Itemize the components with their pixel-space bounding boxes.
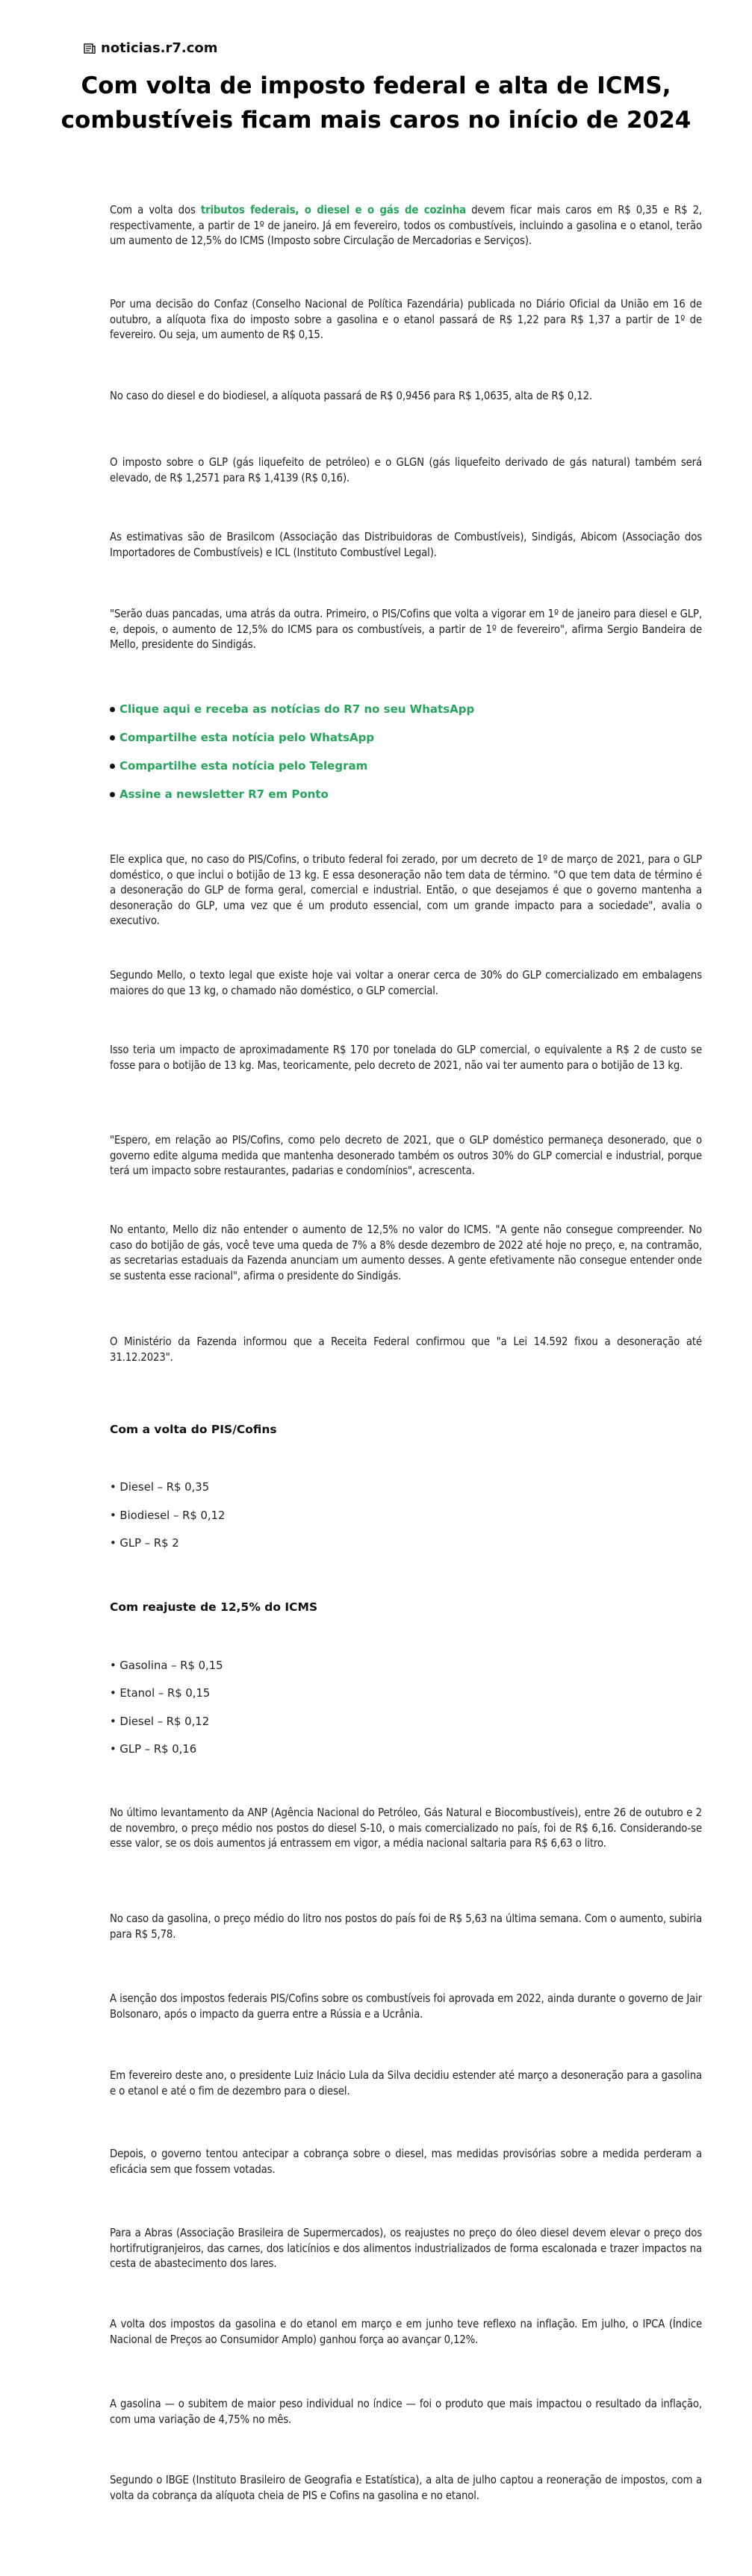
link-label: Compartilhe esta notícia pelo WhatsApp — [119, 731, 375, 744]
paragraph: No último levantamento da ANP (Agência Nacional do Petróleo, Gás Natural e Biocombustíveis), entre 26 de outubro e 2 de novembro, o preço médio nos postos do diesel S-10, o mais comercializado no país, foi de R$ 6,16. Considerando-se esse valor, se os dois aumentos já entrassem em vigor, a média nacional saltaria para R$ 6,63 o litro. — [110, 1806, 702, 1850]
list-item: • Diesel – R$ 0,12 — [110, 1715, 210, 1728]
link-label: Compartilhe esta notícia pelo Telegram — [119, 759, 368, 773]
paragraph: A volta dos impostos da gasolina e do etanol em março e em junho teve reflexo na inflação. Em julho, o IPCA (Índice Nacional de Preços ao Consumidor Amplo) ganhou força ao avançar 0,12%. — [110, 2318, 702, 2346]
intro-text-after: devem ficar mais caros em R$ 0,35 e R$ 2, respectivamente, a partir de 1º de janeiro. Já em fevereiro, todos os combustíveis, incluindo a gasolina e o etanol, terão um aumento de 12,5% do ICMS (Imposto sobre Circulação de Mercadorias e Serviços). — [110, 204, 702, 247]
site-brand[interactable] — [84, 40, 218, 56]
list-item: • Gasolina – R$ 0,15 — [110, 1659, 223, 1672]
section-heading-pis: Com a volta do PIS/Cofins — [110, 1423, 277, 1436]
paragraph: "Serão duas pancadas, uma atrás da outra. Primeiro, o PIS/Cofins que volta a vigorar em 1º de janeiro para diesel e GLP, e, depois, o aumento de 12,5% do ICMS para os combustíveis, a partir de 1º de fevereiro", afirma Sergio Bandeira de Mello, presidente do Sindigás. — [110, 608, 702, 651]
whatsapp-news-link[interactable] — [110, 702, 702, 717]
intro-link[interactable]: tributos federais, o diesel e o gás de cozinha — [200, 204, 467, 216]
paragraph: O imposto sobre o GLP (gás liquefeito de petróleo) e o GLGN (gás liquefeito derivado de gás natural) também será elevado, de R$ 1,2571 para R$ 1,4139 (R$ 0,16). — [110, 456, 702, 484]
share-whatsapp-link[interactable] — [110, 730, 702, 745]
paragraph: No caso da gasolina, o preço médio do litro nos postos do país foi de R$ 5,63 na última semana. Com o aumento, subiria para R$ 5,78. — [110, 1912, 702, 1941]
share-telegram-link[interactable] — [110, 758, 702, 773]
bullet-icon — [110, 735, 115, 740]
site-header — [0, 0, 752, 60]
newspaper-icon — [84, 43, 96, 54]
paragraph: "Espero, em relação ao PIS/Cofins, como pelo decreto de 2021, que o GLP doméstico permaneça desonerado, que o governo edite alguma medida que mantenha desonerado também os outros 30% do GLP comercial e industrial, porque terá um impacto sobre restaurantes, padarias e condomínios", acrescenta. — [110, 1134, 702, 1177]
paragraph: Ele explica que, no caso do PIS/Cofins, o tributo federal foi zerado, por um decreto de 1º de março de 2021, para o GLP doméstico, o que inclui o botijão de 13 kg. E essa desoneração não tem data de término. "O que tem data de término é a desoneração do GLP de forma geral, comercial e industrial. Então, o que desejamos é que o governo mantenha a desoneração do GLP, uma vez que é um produto essencial, com um grande impacto para a sociedade", avalia o executivo. — [110, 853, 702, 927]
bullet-icon — [110, 764, 115, 769]
article-headline: Com volta de imposto federal e alta de ICMS, combustíveis ficam mais caros no início de 2024 — [60, 72, 692, 134]
paragraph: A isenção dos impostos federais PIS/Cofins sobre os combustíveis foi aprovada em 2022, ainda durante o governo de Jair Bolsonaro, após o impacto da guerra entre a Rússia e a Ucrânia. — [110, 1992, 702, 2021]
paragraph: O Ministério da Fazenda informou que a Receita Federal confirmou que "a Lei 14.592 fixou a desoneração até 31.12.2023". — [110, 1335, 702, 1364]
paragraph: Segundo Mello, o texto legal que existe hoje vai voltar a onerar cerca de 30% do GLP comercializado em embalagens maiores do que 13 kg, o chamado não doméstico, o GLP comercial. — [110, 969, 702, 997]
site-name: noticias.r7.com — [101, 40, 218, 56]
paragraph: Em fevereiro deste ano, o presidente Luiz Inácio Lula da Silva decidiu estender até março a desoneração para a gasolina e o etanol e até o fim de dezembro para o diesel. — [110, 2069, 702, 2098]
list-item: • GLP – R$ 2 — [110, 1537, 179, 1550]
intro-paragraph — [110, 203, 702, 249]
list-item: • Etanol – R$ 0,15 — [110, 1687, 211, 1700]
paragraph: As estimativas são de Brasilcom (Associação das Distribuidoras de Combustíveis), Sindigás, Abicom (Associação dos Importadores de Combustíveis) e ICL (Instituto Combustível Legal). — [110, 531, 702, 559]
newsletter-link[interactable] — [110, 787, 702, 802]
bullet-icon — [110, 707, 115, 712]
paragraph: No caso do diesel e do biodiesel, a alíquota passará de R$ 0,9456 para R$ 1,0635, alta de R$ 0,12. — [110, 390, 593, 402]
link-label: Assine a newsletter R7 em Ponto — [119, 788, 329, 801]
paragraph: Por uma decisão do Confaz (Conselho Nacional de Política Fazendária) publicada no Diário Oficial da União em 16 de outubro, a alíquota fixa do imposto sobre a gasolina e o etanol passará de R$ 1,22 para R$ 1,37 a partir de 1º de fevereiro. Ou seja, um aumento de R$ 0,15. — [110, 298, 702, 341]
link-label: Clique aqui e receba as notícias do R7 no seu WhatsApp — [119, 702, 475, 716]
section-heading-icms: Com reajuste de 12,5% do ICMS — [110, 1600, 318, 1614]
paragraph: Depois, o governo tentou antecipar a cobrança sobre o diesel, mas medidas provisórias sobre a medida perderam a eficácia sem que fossem votadas. — [110, 2148, 702, 2176]
paragraph: Para a Abras (Associação Brasileira de Supermercados), os reajustes no preço do óleo diesel devem elevar o preço dos hortifrutigranjeiros, das carnes, dos laticínios e dos alimentos industrializados de forma escalonada e trazer impactos na cesta de abastecimento dos lares. — [110, 2227, 702, 2270]
bullet-icon — [110, 792, 115, 797]
list-item: • Diesel – R$ 0,35 — [110, 1481, 210, 1494]
paragraph: A gasolina — o subitem de maior peso individual no índice — foi o produto que mais impactou o resultado da inflação, com uma variação de 4,75% no mês. — [110, 2398, 702, 2426]
list-item: • GLP – R$ 0,16 — [110, 1743, 197, 1756]
paragraph: Isso teria um impacto de aproximadamente R$ 170 por tonelada do GLP comercial, o equivalente a R$ 2 de custo se fosse para o botijão de 13 kg. Mas, teoricamente, pelo decreto de 2021, não vai ter aumento para o botijão de 13 kg. — [110, 1044, 702, 1072]
intro-text-before: Com a volta dos — [110, 204, 201, 216]
paragraph: Segundo o IBGE (Instituto Brasileiro de Geografia e Estatística), a alta de julho captou a reoneração de impostos, com a volta da cobrança da alíquota cheia de PIS e Cofins na gasolina e no etanol. — [110, 2474, 702, 2502]
list-item: • Biodiesel – R$ 0,12 — [110, 1509, 226, 1522]
paragraph: No entanto, Mello diz não entender o aumento de 12,5% no valor do ICMS. "A gente não consegue compreender. No caso do botijão de gás, você teve uma queda de 7% a 8% desde dezembro de 2022 até hoje no preço, e, na contramão, as secretarias estaduais da Fazenda anunciam um aumento desses. A gente efetivamente não consegue entender onde se sustenta esse racional", afirma o presidente do Sindigás. — [110, 1223, 702, 1282]
